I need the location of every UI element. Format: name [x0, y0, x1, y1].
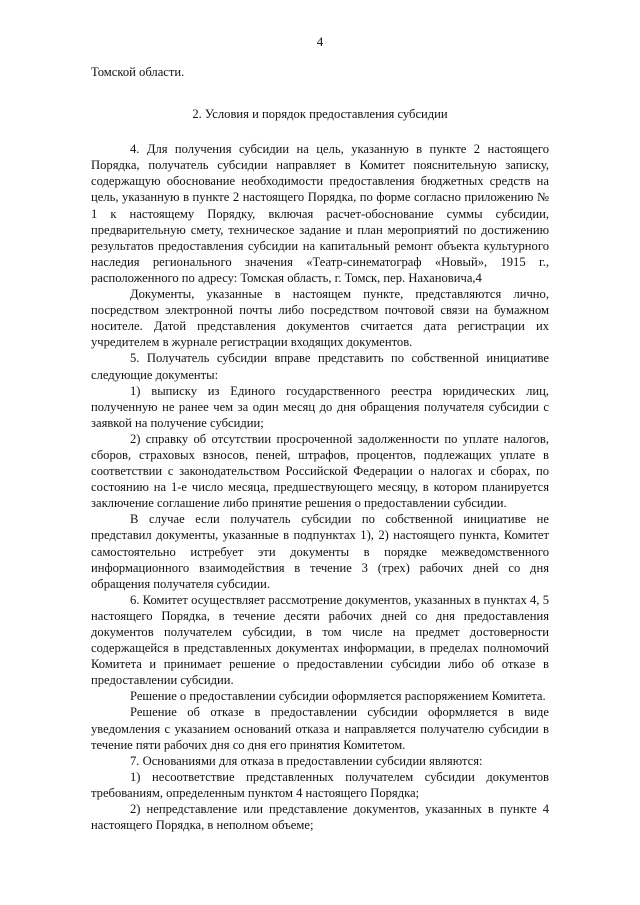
paragraph: 2) справку об отсутствии просроченной задолженности по уплате налогов, сборов, страховых взносов, пеней, штрафов, процентов, подлежащих уплате в соответствии с законодательством Российской Федерации о налогах и сборах, по состоянию на 1-е число месяца, предшествующего месяцу, в котором планируется заключение соглашение либо принятие решения о предоставлении субсидии.	[91, 431, 549, 511]
paragraph: 7. Основаниями для отказа в предоставлении субсидии являются:	[130, 753, 483, 768]
paragraph: Документы, указанные в настоящем пункте, представляются лично, посредством электронной почты либо посредством почтовой связи на бумажном носителе. Датой представления документов считается дата регистрации их учредителем в журнале регистрации входящих документов.	[91, 287, 549, 350]
paragraph: Решение об отказе в предоставлении субсидии оформляется в виде уведомления с указанием оснований отказа и направляется получателю субсидии в течение пяти рабочих дня со дня его принятия Комитетом.	[91, 705, 549, 752]
paragraph: 1) выписку из Единого государственного реестра юридических лиц, полученную не ранее чем за один месяц до дня обращения получателя субсидии с заявкой на получение субсидии;	[91, 383, 549, 430]
page-number: 4	[316, 34, 324, 49]
paragraph: 4. Для получения субсидии на цель, указанную в пункте 2 настоящего Порядка, получатель субсидии направляет в Комитет пояснительную записку, содержащую обоснование необходимости предоставления бюджетных средств на цель, указанную в пункте 2 настоящего Порядка, по форме согласно приложению № 1 к настоящему Порядку, включая расчет-обоснование суммы субсидии, предварительную смету, техническое задание и план мероприятий по достижению результатов предоставления субсидии на капитальный ремонт объекта культурного наследия регионального значения «Театр-синематограф «Новый», 1915 г., расположенного по адресу: Томская область, г. Томск, пер. Нахановича,4	[91, 142, 549, 285]
paragraph: 1) несоответствие представленных получателем субсидии документов требованиям, определенным пунктом 4 настоящего Порядка;	[91, 769, 549, 800]
paragraph: 2) непредставление или представление документов, указанных в пункте 4 настоящего Порядка, в неполном объеме;	[91, 802, 549, 833]
section-heading: 2. Условия и порядок предоставления субсидии	[192, 107, 448, 122]
paragraph: В случае если получатель субсидии по собственной инициативе не представил документы, указанные в подпунктах 1), 2) настоящего пункта, Комитет самостоятельно истребует эти документы в порядке межведомственного информационного взаимодействия в течение 3 (трех) рабочих дней со дня обращения получателя субсидии.	[91, 512, 549, 591]
document-body	[91, 64, 549, 833]
paragraph: Решение о предоставлении субсидии оформляется распоряжением Комитета.	[130, 689, 546, 704]
paragraph: 6. Комитет осуществляет рассмотрение документов, указанных в пунктах 4, 5 настоящего Порядка, в течение десяти рабочих дней со дня предоставления документов получателем субсидии, в том числе на предмет достоверности содержащейся в представленных документах информации, в пределах полномочий Комитета и принимает решение о предоставлении субсидии либо об отказе в предоставлении субсидии.	[91, 592, 549, 688]
paragraph: 5. Получатель субсидии вправе представить по собственной инициативе следующие документы:	[91, 351, 549, 382]
continuation-text: Томской области.	[91, 65, 185, 79]
